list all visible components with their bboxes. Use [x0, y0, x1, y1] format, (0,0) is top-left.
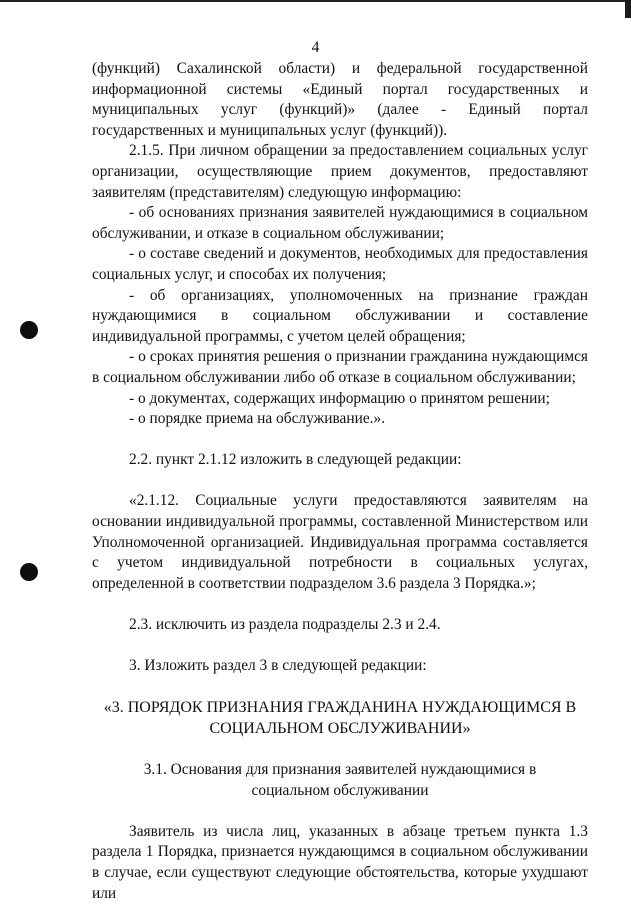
list-item: - о документах, содержащих информацию о принятом решении;: [129, 389, 550, 407]
paragraph-2-1-5: 2.1.5. При личном обращении за предоставлением социальных услуг организации, осуществляющие прием документов, предоставляют заявителям (представителям) следующую информацию:: [92, 142, 588, 201]
scan-corner-mark: [625, 0, 631, 18]
spacer: [92, 636, 588, 657]
paragraph-2-3: 2.3. исключить из раздела подразделы 2.3 и 2.4.: [129, 616, 441, 634]
spacer: [92, 430, 588, 451]
paragraph-final: Заявитель из числа лиц, указанных в абзаце третьем пункта 1.3 раздела 1 Порядка, признается нуждающимся в социальном обслуживании в случае, если существуют следующие обстоятельства, которые ухудшают или: [92, 822, 588, 902]
paragraph-2-2: 2.2. пункт 2.1.12 изложить в следующей редакции:: [129, 451, 462, 469]
subsection-heading-line-1: 3.1. Основания для признания заявителей нуждающимися в: [143, 761, 537, 778]
spacer: [92, 739, 588, 760]
list-item: - об основаниях признания заявителей нуждающимися в социальном обслуживании, и отказе в социальном обслуживании;: [92, 204, 588, 242]
list-item: - о порядке приема на обслуживание.».: [129, 410, 386, 428]
list-item: - о составе сведений и документов, необходимых для предоставления социальных услуг, и способах их получения;: [92, 245, 588, 283]
list-item: - об организациях, уполномоченных на признание граждан нуждающимися в социальном обслуживании и составление индивидуальной программы, с учетом целей обращения;: [92, 286, 588, 345]
subsection-heading-line-2: социальном обслуживании: [251, 781, 429, 799]
section-heading-line-2: СОЦИАЛЬНОМ ОБСЛУЖИВАНИИ»: [209, 720, 471, 738]
spacer: [92, 801, 588, 822]
section-heading-line-1: «3. ПОРЯДОК ПРИЗНАНИЯ ГРАЖДАНИНА НУЖДАЮЩИМСЯ В: [103, 699, 577, 717]
paragraph-2-1-12: «2.1.12. Социальные услуги предоставляются заявителям на основании индивидуальной программы, составленной Министерством или Уполномоченной организацией. Индивидуальная программа составляется с учетом индивидуальной потребности в социальных услугах, определенной в соответствии подразделом 3.6 раздела 3 Порядка.»;: [92, 492, 588, 592]
punch-hole: [20, 563, 38, 581]
page-number: 4: [311, 39, 320, 56]
spacer: [92, 677, 588, 698]
spacer: [92, 594, 588, 615]
paragraph-3: 3. Изложить раздел 3 в следующей редакции:: [129, 657, 427, 675]
scan-top-edge: [0, 0, 631, 2]
spacer: [92, 471, 588, 492]
paragraph-continuation: (функций) Сахалинской области) и федеральной государственной информационной системы «Единый портал государственных и муниципальных услуг (функций)» (далее - Единый портал государственных и муниципальных услуг (функций)).: [92, 60, 588, 139]
punch-hole: [20, 321, 38, 339]
document-body: [92, 59, 588, 904]
list-item: - о сроках принятия решения о признании гражданина нуждающимся в социальном обслуживании либо об отказе в социальном обслуживании;: [92, 348, 588, 386]
